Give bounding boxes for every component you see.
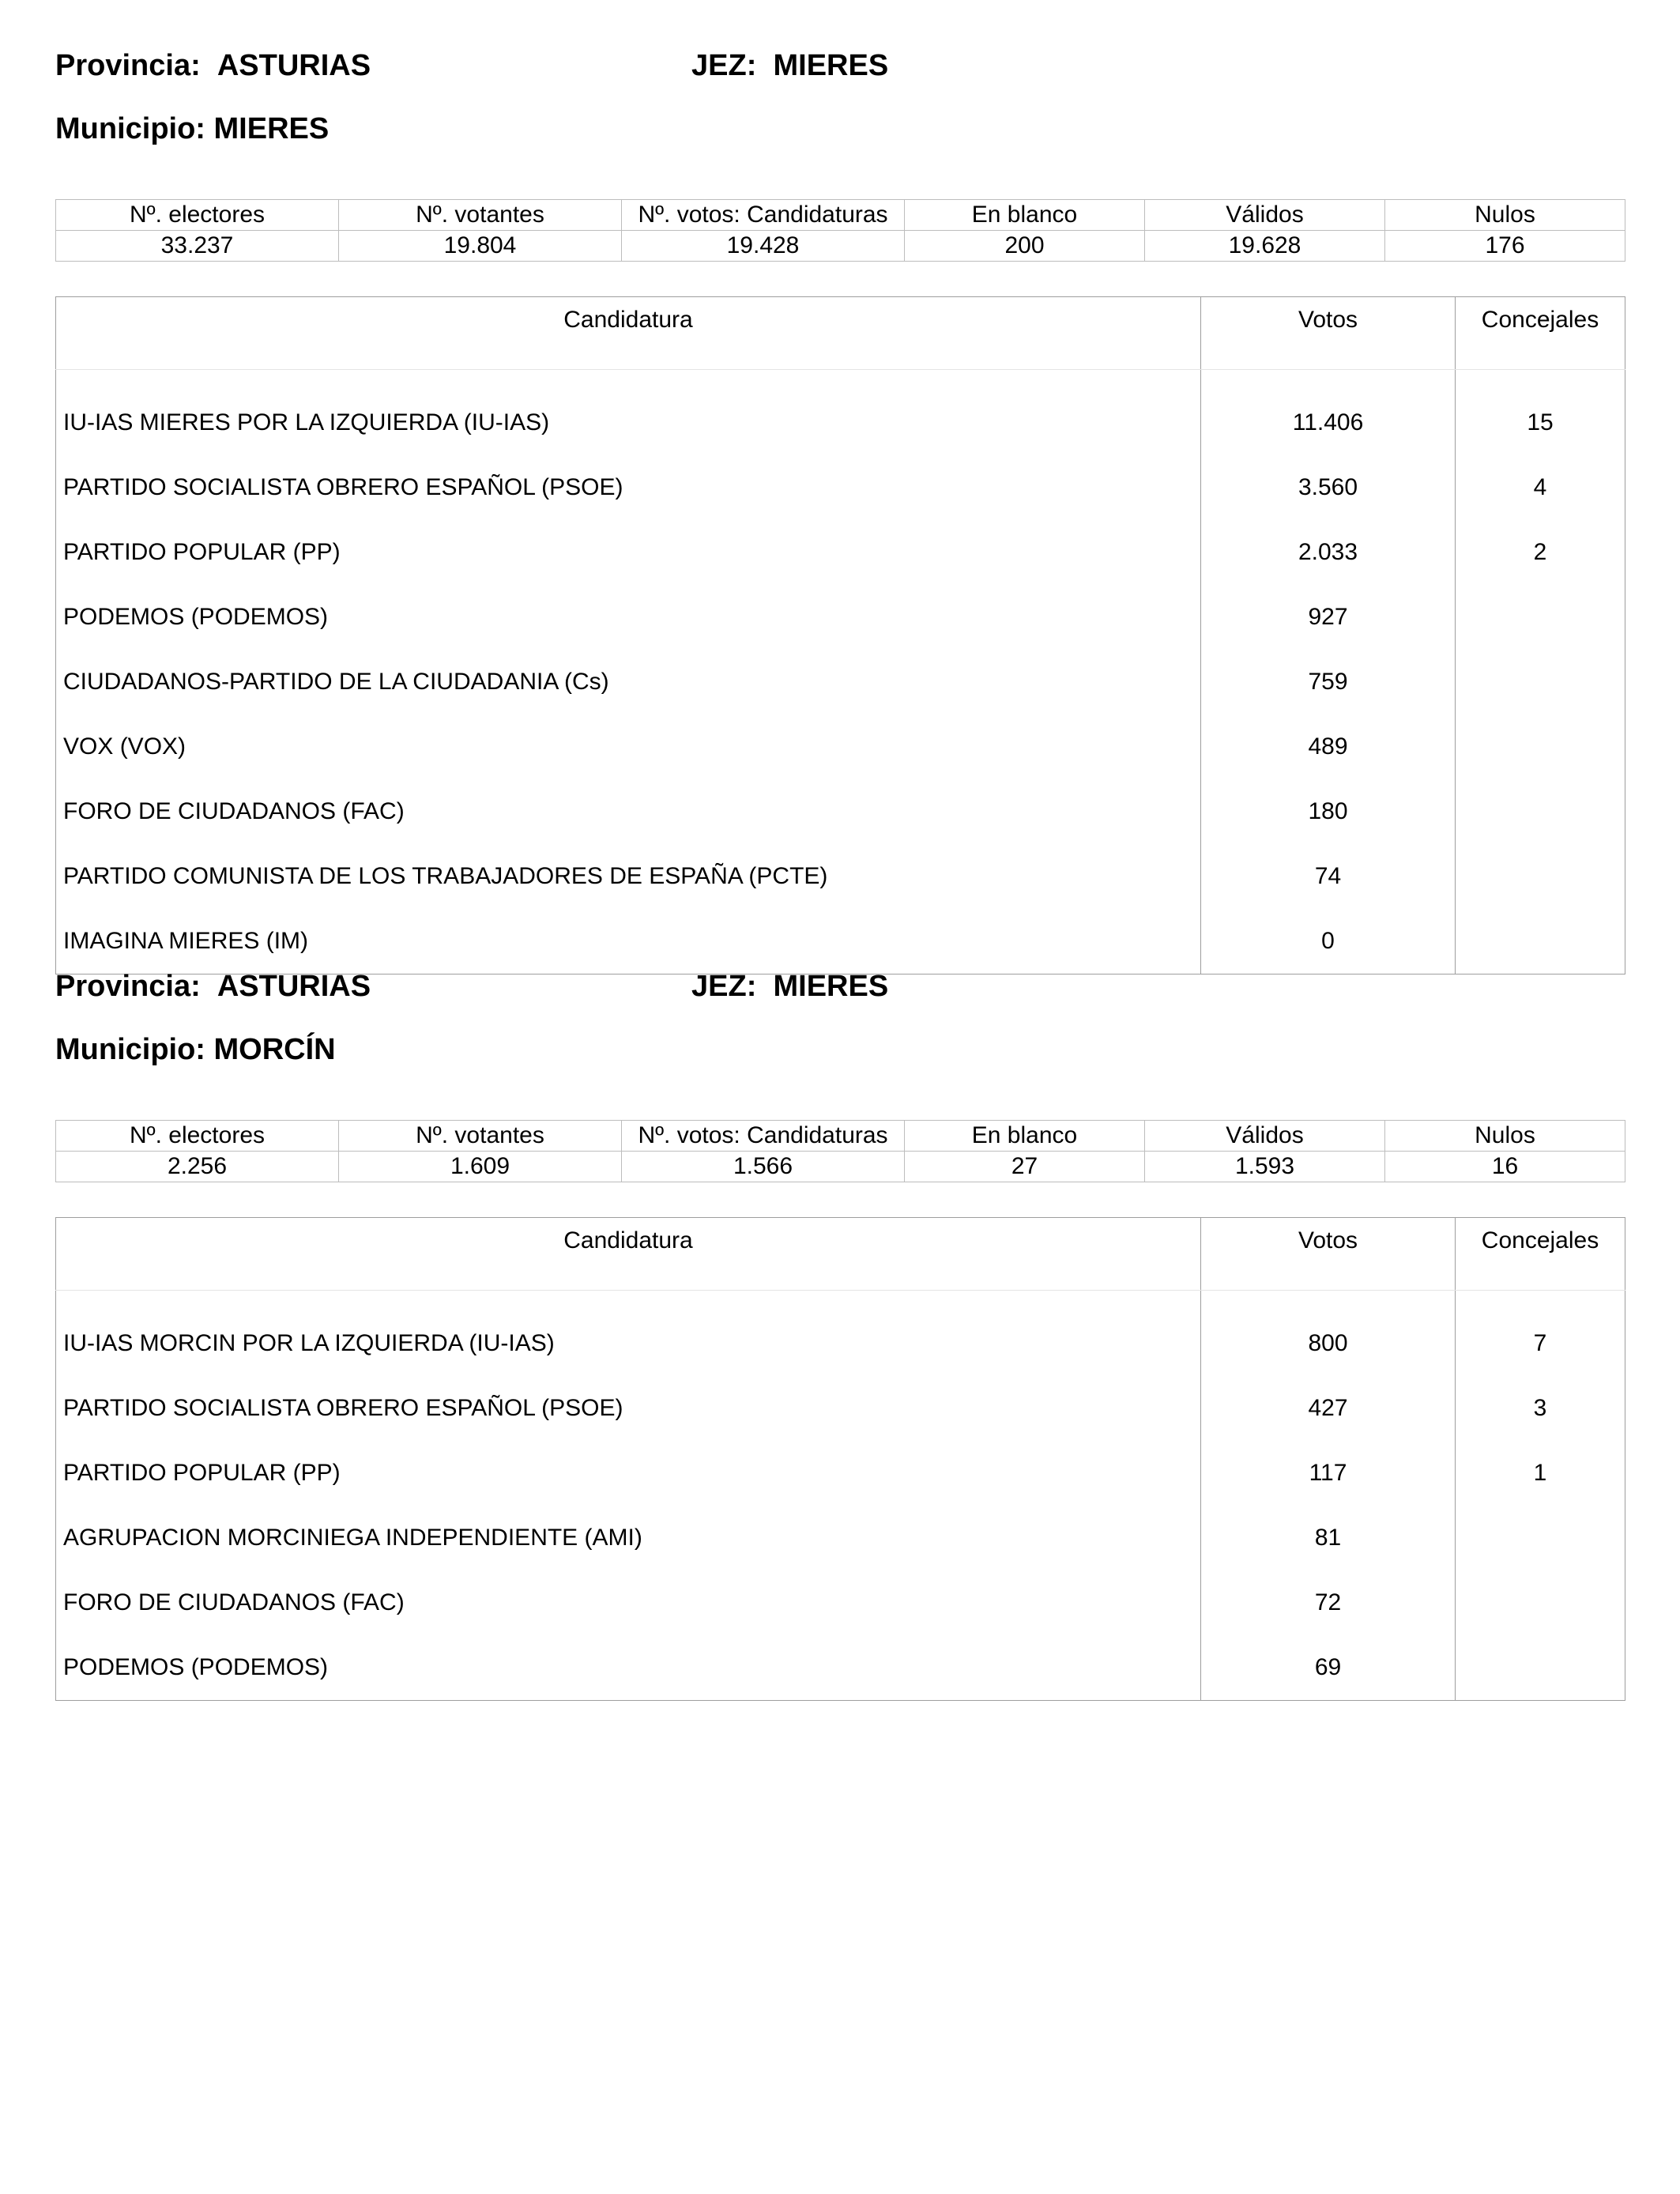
candidatura-row [56,779,1625,844]
value-votantes: 19.804 [339,231,622,262]
candidatura-votos: 427 [1201,1376,1456,1441]
municipio-section-morcin [55,970,1625,1701]
candidatura-row [56,1635,1625,1701]
jez-line [691,49,888,83]
value-electores: 2.256 [56,1152,339,1182]
candidatura-concejales [1456,1635,1625,1701]
value-votantes: 1.609 [339,1152,622,1182]
provincia-label: Provincia: [55,970,201,1003]
candidatura-row [56,455,1625,520]
value-nulos: 16 [1385,1152,1625,1182]
municipio-value: MIERES [213,112,330,145]
candidatura-row [56,520,1625,585]
municipio-title [55,1033,1625,1120]
candidatura-votos: 489 [1201,714,1456,779]
summary-values-row [56,231,1625,262]
candidatura-row [56,650,1625,714]
candidatura-name: PARTIDO SOCIALISTA OBRERO ESPAÑOL (PSOE) [63,474,623,500]
candidatura-votos: 2.033 [1201,520,1456,585]
candidatura-votos: 74 [1201,844,1456,909]
provincia-label: Provincia: [55,49,201,82]
header-concejales: Concejales [1456,1218,1625,1291]
candidatura-name: PARTIDO POPULAR (PP) [63,1460,341,1486]
jez-label: JEZ: [691,970,757,1003]
candidatura-votos: 800 [1201,1291,1456,1377]
candidatura-concejales [1456,1570,1625,1635]
candidatura-row [56,1506,1625,1570]
header-votos: Votos [1201,1218,1456,1291]
value-en-blanco: 27 [905,1152,1145,1182]
provincia-line [55,49,371,83]
value-electores: 33.237 [56,231,339,262]
candidatura-concejales [1456,1506,1625,1570]
candidaturas-table [55,296,1625,974]
section-header [55,49,1625,112]
header-candidatura: Candidatura [56,1218,1201,1291]
summary-table [55,1120,1625,1182]
summary-values-row [56,1152,1625,1182]
candidatura-name: FORO DE CIUDADANOS (FAC) [63,798,405,824]
summary-header-row [56,200,1625,231]
jez-label: JEZ: [691,49,757,82]
header-nulos: Nulos [1385,1121,1625,1152]
candidaturas-header-row [56,297,1625,370]
candidatura-concejales [1456,650,1625,714]
header-votos-candidaturas: Nº. votos: Candidaturas [622,200,905,231]
candidatura-name: VOX (VOX) [63,733,186,760]
header-candidatura: Candidatura [56,297,1201,370]
candidatura-votos: 81 [1201,1506,1456,1570]
candidatura-concejales [1456,844,1625,909]
candidatura-name: FORO DE CIUDADANOS (FAC) [63,1589,405,1615]
jez-line [691,970,888,1004]
candidatura-concejales [1456,779,1625,844]
candidaturas-table [55,1217,1625,1701]
candidatura-concejales: 15 [1456,370,1625,456]
header-electores: Nº. electores [56,200,339,231]
municipio-section-mieres [55,49,1625,974]
candidatura-row [56,370,1625,456]
candidatura-concejales: 7 [1456,1291,1625,1377]
provincia-value: ASTURIAS [217,49,371,82]
candidatura-row [56,1570,1625,1635]
candidatura-name: CIUDADANOS-PARTIDO DE LA CIUDADANIA (Cs) [63,669,609,695]
candidatura-row [56,1441,1625,1506]
header-en-blanco: En blanco [905,200,1145,231]
candidatura-row [56,1376,1625,1441]
value-en-blanco: 200 [905,231,1145,262]
summary-table [55,199,1625,262]
header-concejales: Concejales [1456,297,1625,370]
header-votantes: Nº. votantes [339,200,622,231]
value-validos: 19.628 [1145,231,1385,262]
candidatura-row [56,909,1625,974]
header-votos-candidaturas: Nº. votos: Candidaturas [622,1121,905,1152]
candidatura-concejales [1456,909,1625,974]
section-header [55,970,1625,1033]
candidatura-name: IU-IAS MORCIN POR LA IZQUIERDA (IU-IAS) [63,1330,555,1356]
candidatura-name: PARTIDO POPULAR (PP) [63,539,341,565]
candidatura-name: PARTIDO COMUNISTA DE LOS TRABAJADORES DE ESPAÑA (PCTE) [63,863,828,889]
header-nulos: Nulos [1385,200,1625,231]
header-validos: Válidos [1145,200,1385,231]
header-en-blanco: En blanco [905,1121,1145,1152]
candidatura-name: IMAGINA MIERES (IM) [63,928,309,954]
header-votos: Votos [1201,297,1456,370]
candidatura-row [56,1291,1625,1377]
value-nulos: 176 [1385,231,1625,262]
jez-value: MIERES [773,970,889,1003]
candidatura-name: PARTIDO SOCIALISTA OBRERO ESPAÑOL (PSOE) [63,1395,623,1421]
candidatura-name: PODEMOS (PODEMOS) [63,604,329,630]
candidatura-concejales [1456,714,1625,779]
jez-value: MIERES [773,49,889,82]
candidatura-votos: 72 [1201,1570,1456,1635]
candidatura-row [56,714,1625,779]
candidaturas-header-row [56,1218,1625,1291]
candidatura-votos: 759 [1201,650,1456,714]
candidatura-concejales: 2 [1456,520,1625,585]
candidatura-row [56,585,1625,650]
header-validos: Válidos [1145,1121,1385,1152]
summary-header-row [56,1121,1625,1152]
municipio-value: MORCÍN [213,1033,336,1066]
candidatura-concejales: 4 [1456,455,1625,520]
candidatura-name: PODEMOS (PODEMOS) [63,1654,329,1680]
candidatura-concejales [1456,585,1625,650]
provincia-line [55,970,371,1004]
value-votos-candidaturas: 1.566 [622,1152,905,1182]
candidatura-name: AGRUPACION MORCINIEGA INDEPENDIENTE (AMI) [63,1525,642,1551]
value-validos: 1.593 [1145,1152,1385,1182]
header-electores: Nº. electores [56,1121,339,1152]
provincia-value: ASTURIAS [217,970,371,1003]
candidatura-votos: 180 [1201,779,1456,844]
candidatura-votos: 3.560 [1201,455,1456,520]
candidatura-votos: 927 [1201,585,1456,650]
candidatura-votos: 69 [1201,1635,1456,1701]
municipio-label: Municipio: [55,1033,205,1066]
candidatura-concejales: 1 [1456,1441,1625,1506]
value-votos-candidaturas: 19.428 [622,231,905,262]
candidatura-concejales: 3 [1456,1376,1625,1441]
candidatura-name: IU-IAS MIERES POR LA IZQUIERDA (IU-IAS) [63,409,550,435]
municipio-label: Municipio: [55,112,205,145]
municipio-title [55,112,1625,199]
candidatura-votos: 11.406 [1201,370,1456,456]
header-votantes: Nº. votantes [339,1121,622,1152]
candidatura-row [56,844,1625,909]
candidatura-votos: 117 [1201,1441,1456,1506]
candidatura-votos: 0 [1201,909,1456,974]
